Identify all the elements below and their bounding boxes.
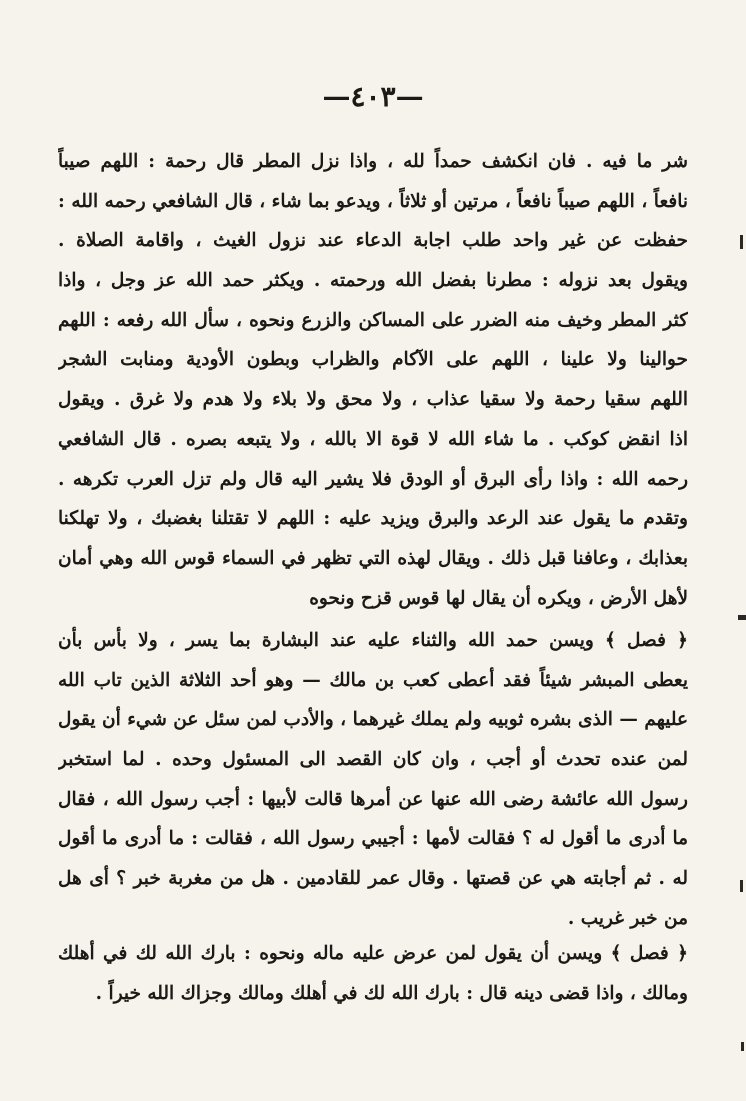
text-line: من خبر غريب . <box>567 907 688 929</box>
text-line: حوالينا ولا علينا ، اللهم على الآكام والظراب وبطون الأودية ومنابت الشجر <box>58 349 688 371</box>
text-line: ويقول بعد نزوله : مطرنا بفضل الله ورحمته . ويكثر حمد الله عز وجل ، واذا <box>58 270 688 292</box>
text-line: لمن عنده تحدث أو أجب ، وان كان القصد الى المسئول وحده . لما استخبر <box>58 749 688 771</box>
text-line: اذا انقض كوكب . ما شاء الله لا قوة الا بالله ، ولا يتبعه بصره . قال الشافعي <box>58 428 688 450</box>
margin-mark <box>741 1042 744 1051</box>
text-line: يعطى المبشر شيئاً فقد أعطى كعب بن مالك — وهو أحد الثلاثة الذين تاب الله <box>58 669 688 691</box>
text-line: ومالك ، واذا قضى دينه قال : بارك الله لك في أهلك ومالك وجزاك الله خيراً . <box>95 982 688 1004</box>
text-line: عليهم — الذى بشره ثوبيه ولم يملك غيرهما ، والأدب لمن سئل عن شيء أن يقول <box>58 709 688 731</box>
text-line: نافعاً ، اللهم صيباً نافعاً ، مرتين أو ثلاثاً ، ويدعو بما شاء ، قال الشافعي رحمه الله : <box>58 190 688 212</box>
paragraph-rain-prayers <box>58 142 688 618</box>
text-line: حفظت عن غير واحد طلب اجابة الدعاء عند نزول الغيث ، واقامة الصلاة . <box>58 230 688 252</box>
paragraph-good-news-section <box>58 621 688 939</box>
text-line: رسول الله عائشة رضى الله عنها عن أمرها قالت لأبيها : أجب رسول الله ، فقال <box>58 788 688 810</box>
text-line: ما أدرى ما أقول له ؟ فقالت لأمها : أجيبي رسول الله ، فقالت : ما أدرى ما أقول <box>58 828 688 850</box>
text-line: له . ثم أجابته هي عن قصتها . وقال عمر للقادمين . هل من مغربة خبر ؟ أى هل <box>58 868 688 890</box>
text-line: شر ما فيه . فان انكشف حمداً لله ، واذا نزل المطر قال رحمة : اللهم صيباً <box>58 151 688 172</box>
text-line: وتقدم ما يقول عند الرعد والبرق ويزيد عليه : اللهم لا تقتلنا بغضبك ، ولا تهلكنا <box>58 508 688 530</box>
page-number: —٤٠٣— <box>322 80 424 113</box>
paragraph-blessing-section <box>58 934 688 1013</box>
margin-mark <box>740 235 743 249</box>
text-line: اللهم سقيا رحمة ولا سقيا عذاب ، ولا محق ولا بلاء ولا هدم ولا غرق . ويقول <box>58 389 688 411</box>
text-line: ﴿ فصل ﴾ ويسن حمد الله والثناء عليه عند البشارة بما يسر ، ولا بأس بأن <box>58 630 688 651</box>
text-line: رحمه الله : واذا رأى البرق أو الودق فلا يشير اليه قال ولم تزل العرب تكرهه . <box>58 468 688 490</box>
text-line: ﴿ فصل ﴾ ويسن أن يقول لمن عرض عليه ماله ونحوه : بارك الله لك في أهلك <box>58 943 688 964</box>
text-line: لأهل الأرض ، ويكره أن يقال لها قوس قزح ونحوه <box>309 587 688 609</box>
text-line: بعذابك ، وعافنا قبل ذلك . ويقال لهذه التي تظهر في السماء قوس الله وهي أمان <box>58 547 688 569</box>
text-line: كثر المطر وخيف منه الضرر على المساكن والزرع ونحوه ، سأل الله رفعه : اللهم <box>58 309 688 331</box>
margin-mark <box>738 615 746 620</box>
margin-mark <box>740 880 743 892</box>
